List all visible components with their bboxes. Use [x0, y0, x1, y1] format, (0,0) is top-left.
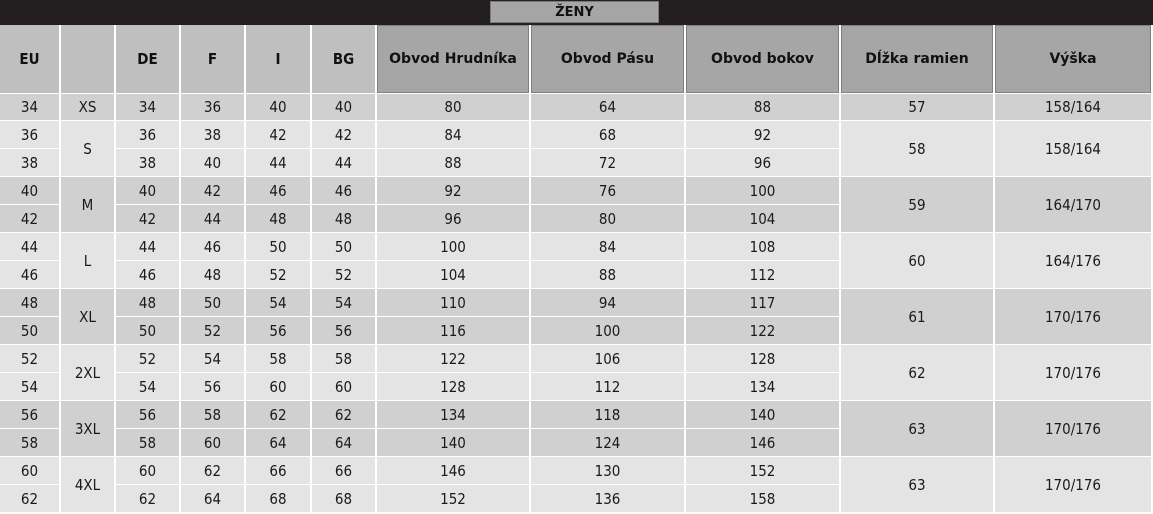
table-row	[0, 289, 1153, 317]
cell-i: 50	[246, 233, 312, 261]
cell-bg: 40	[312, 94, 377, 121]
cell-eu: 38	[0, 149, 61, 177]
cell-hips: 134	[686, 373, 841, 401]
cell-height: 170/176	[995, 289, 1153, 345]
cell-height: 164/170	[995, 177, 1153, 233]
cell-eu: 58	[0, 429, 61, 457]
cell-bg: 62	[312, 401, 377, 429]
cell-de: 36	[116, 121, 181, 149]
cell-f: 48	[181, 261, 246, 289]
cell-i: 66	[246, 457, 312, 485]
cell-i: 56	[246, 317, 312, 345]
table-row	[0, 177, 1153, 205]
cell-waist: 72	[531, 149, 686, 177]
cell-bg: 56	[312, 317, 377, 345]
cell-i: 68	[246, 485, 312, 513]
header-i: I	[246, 25, 312, 94]
cell-f: 58	[181, 401, 246, 429]
header-chest: Obvod Hrudníka	[377, 25, 531, 94]
cell-bg: 64	[312, 429, 377, 457]
cell-hips: 140	[686, 401, 841, 429]
cell-f: 40	[181, 149, 246, 177]
cell-size: L	[61, 233, 116, 289]
cell-eu: 36	[0, 121, 61, 149]
cell-chest: 128	[377, 373, 531, 401]
cell-eu: 50	[0, 317, 61, 345]
cell-i: 58	[246, 345, 312, 373]
cell-waist: 64	[531, 94, 686, 121]
cell-size: 2XL	[61, 345, 116, 401]
header-de: DE	[116, 25, 181, 94]
header-height: Výška	[995, 25, 1153, 94]
cell-de: 48	[116, 289, 181, 317]
cell-de: 40	[116, 177, 181, 205]
cell-i: 52	[246, 261, 312, 289]
cell-i: 60	[246, 373, 312, 401]
cell-eu: 56	[0, 401, 61, 429]
cell-hips: 104	[686, 205, 841, 233]
header-eu: EU	[0, 25, 61, 94]
cell-chest: 84	[377, 121, 531, 149]
cell-f: 54	[181, 345, 246, 373]
cell-shoulder: 57	[841, 94, 995, 121]
cell-size: S	[61, 121, 116, 177]
cell-i: 40	[246, 94, 312, 121]
cell-size: M	[61, 177, 116, 233]
cell-de: 34	[116, 94, 181, 121]
cell-waist: 76	[531, 177, 686, 205]
cell-hips: 112	[686, 261, 841, 289]
cell-f: 52	[181, 317, 246, 345]
cell-f: 50	[181, 289, 246, 317]
cell-chest: 100	[377, 233, 531, 261]
cell-bg: 58	[312, 345, 377, 373]
cell-size: 3XL	[61, 401, 116, 457]
cell-bg: 66	[312, 457, 377, 485]
cell-waist: 118	[531, 401, 686, 429]
cell-size: XL	[61, 289, 116, 345]
cell-waist: 100	[531, 317, 686, 345]
cell-hips: 88	[686, 94, 841, 121]
cell-bg: 42	[312, 121, 377, 149]
header-f: F	[181, 25, 246, 94]
cell-height: 170/176	[995, 345, 1153, 401]
cell-waist: 88	[531, 261, 686, 289]
header-bg: BG	[312, 25, 377, 94]
cell-f: 42	[181, 177, 246, 205]
cell-bg: 48	[312, 205, 377, 233]
table-row	[0, 233, 1153, 261]
cell-bg: 50	[312, 233, 377, 261]
cell-i: 48	[246, 205, 312, 233]
cell-i: 62	[246, 401, 312, 429]
cell-height: 170/176	[995, 401, 1153, 457]
cell-hips: 96	[686, 149, 841, 177]
cell-hips: 146	[686, 429, 841, 457]
cell-hips: 92	[686, 121, 841, 149]
cell-bg: 46	[312, 177, 377, 205]
cell-de: 38	[116, 149, 181, 177]
cell-waist: 112	[531, 373, 686, 401]
table-row	[0, 345, 1153, 373]
cell-de: 46	[116, 261, 181, 289]
cell-f: 38	[181, 121, 246, 149]
cell-chest: 116	[377, 317, 531, 345]
cell-chest: 92	[377, 177, 531, 205]
cell-chest: 88	[377, 149, 531, 177]
cell-eu: 54	[0, 373, 61, 401]
cell-eu: 48	[0, 289, 61, 317]
cell-eu: 40	[0, 177, 61, 205]
cell-de: 50	[116, 317, 181, 345]
table-row	[0, 94, 1153, 121]
cell-waist: 68	[531, 121, 686, 149]
cell-eu: 34	[0, 94, 61, 121]
table-row	[0, 401, 1153, 429]
cell-waist: 84	[531, 233, 686, 261]
cell-i: 44	[246, 149, 312, 177]
cell-bg: 68	[312, 485, 377, 513]
cell-chest: 110	[377, 289, 531, 317]
cell-f: 44	[181, 205, 246, 233]
cell-waist: 136	[531, 485, 686, 513]
cell-shoulder: 58	[841, 121, 995, 177]
cell-chest: 122	[377, 345, 531, 373]
cell-de: 44	[116, 233, 181, 261]
cell-f: 46	[181, 233, 246, 261]
cell-chest: 80	[377, 94, 531, 121]
cell-f: 56	[181, 373, 246, 401]
cell-eu: 46	[0, 261, 61, 289]
cell-hips: 117	[686, 289, 841, 317]
cell-eu: 62	[0, 485, 61, 513]
cell-height: 170/176	[995, 457, 1153, 513]
header-row	[0, 25, 1153, 94]
cell-f: 62	[181, 457, 246, 485]
cell-hips: 108	[686, 233, 841, 261]
table-row	[0, 121, 1153, 149]
cell-hips: 100	[686, 177, 841, 205]
cell-chest: 104	[377, 261, 531, 289]
cell-shoulder: 61	[841, 289, 995, 345]
cell-de: 54	[116, 373, 181, 401]
table-row	[0, 457, 1153, 485]
cell-hips: 128	[686, 345, 841, 373]
cell-hips: 122	[686, 317, 841, 345]
cell-bg: 60	[312, 373, 377, 401]
cell-bg: 52	[312, 261, 377, 289]
header-shoulder: Dĺžka ramien	[841, 25, 995, 94]
cell-f: 60	[181, 429, 246, 457]
cell-eu: 60	[0, 457, 61, 485]
cell-bg: 54	[312, 289, 377, 317]
cell-de: 60	[116, 457, 181, 485]
cell-eu: 42	[0, 205, 61, 233]
cell-i: 54	[246, 289, 312, 317]
cell-waist: 130	[531, 457, 686, 485]
cell-bg: 44	[312, 149, 377, 177]
cell-de: 56	[116, 401, 181, 429]
cell-shoulder: 63	[841, 457, 995, 513]
cell-chest: 152	[377, 485, 531, 513]
cell-height: 164/176	[995, 233, 1153, 289]
cell-waist: 106	[531, 345, 686, 373]
size-table	[0, 25, 1153, 513]
cell-f: 36	[181, 94, 246, 121]
cell-hips: 152	[686, 457, 841, 485]
cell-shoulder: 60	[841, 233, 995, 289]
cell-waist: 80	[531, 205, 686, 233]
cell-i: 46	[246, 177, 312, 205]
cell-waist: 94	[531, 289, 686, 317]
cell-chest: 140	[377, 429, 531, 457]
cell-de: 52	[116, 345, 181, 373]
cell-de: 42	[116, 205, 181, 233]
header-size	[61, 25, 116, 94]
cell-f: 64	[181, 485, 246, 513]
header-hips: Obvod bokov	[686, 25, 841, 94]
cell-i: 64	[246, 429, 312, 457]
cell-shoulder: 59	[841, 177, 995, 233]
cell-de: 62	[116, 485, 181, 513]
cell-chest: 146	[377, 457, 531, 485]
header-waist: Obvod Pásu	[531, 25, 686, 94]
cell-chest: 134	[377, 401, 531, 429]
cell-size: XS	[61, 94, 116, 121]
table-title: ŽENY	[490, 1, 659, 23]
cell-i: 42	[246, 121, 312, 149]
cell-chest: 96	[377, 205, 531, 233]
cell-eu: 44	[0, 233, 61, 261]
cell-shoulder: 62	[841, 345, 995, 401]
cell-shoulder: 63	[841, 401, 995, 457]
cell-height: 158/164	[995, 121, 1153, 177]
cell-de: 58	[116, 429, 181, 457]
cell-size: 4XL	[61, 457, 116, 513]
cell-eu: 52	[0, 345, 61, 373]
cell-height: 158/164	[995, 94, 1153, 121]
cell-hips: 158	[686, 485, 841, 513]
cell-waist: 124	[531, 429, 686, 457]
